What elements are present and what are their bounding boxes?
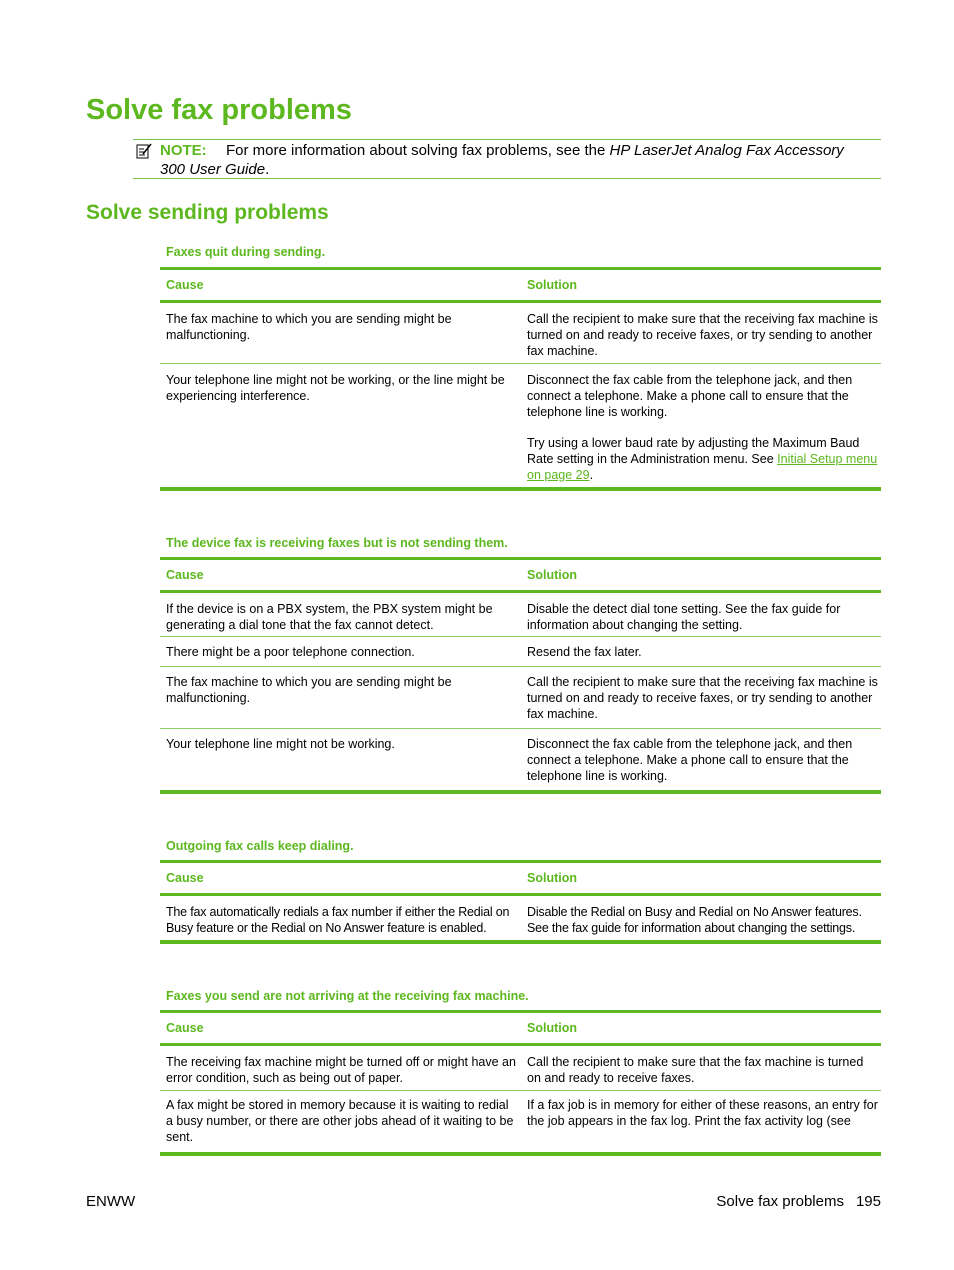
solution-paragraph bbox=[527, 435, 879, 483]
note-pencil-icon bbox=[136, 143, 152, 159]
note-text bbox=[226, 142, 844, 160]
footer-page-info bbox=[716, 1193, 881, 1211]
cause-cell: A fax might be stored in memory because it is waiting to redial a busy number, or there are other jobs ahead of it waiting to be sent. bbox=[166, 1098, 514, 1144]
section-title: Solve sending problems bbox=[86, 201, 329, 224]
note-doc-title: HP LaserJet Analog Fax Accessory bbox=[609, 142, 844, 159]
page-title: Solve fax problems bbox=[86, 94, 352, 126]
footer-locale: ENWW bbox=[86, 1193, 136, 1210]
cause-cell: If the device is on a PBX system, the PBX system might be generating a dial tone that the fax cannot detect. bbox=[166, 602, 493, 632]
solution-cell: Disable the detect dial tone setting. See the fax guide for information about changing the setting. bbox=[527, 602, 841, 632]
table-bottom-rule bbox=[160, 790, 881, 794]
table-caption: Faxes quit during sending. bbox=[166, 245, 326, 259]
solution-paragraph: Disconnect the fax cable from the telephone jack, and then connect a telephone. Make a phone call to ensure that the telephone line is working. bbox=[527, 373, 853, 419]
header-cause: Cause bbox=[166, 568, 204, 582]
note-text-continued bbox=[160, 161, 269, 179]
note-text-before: For more information about solving fax problems, see the bbox=[226, 142, 610, 159]
table-row bbox=[160, 1046, 881, 1091]
header-solution: Solution bbox=[527, 278, 577, 292]
cause-cell: The fax machine to which you are sending might be malfunctioning. bbox=[166, 675, 452, 705]
table-bottom-rule bbox=[160, 1152, 881, 1156]
table-header bbox=[160, 1010, 881, 1046]
table-row bbox=[160, 364, 881, 486]
table-caption: The device fax is receiving faxes but is not sending them. bbox=[166, 536, 508, 550]
table-caption: Outgoing fax calls keep dialing. bbox=[166, 839, 354, 853]
table-row bbox=[160, 637, 881, 667]
table-row bbox=[160, 1091, 881, 1151]
table-bottom-rule bbox=[160, 487, 881, 491]
table-row bbox=[160, 667, 881, 729]
solution-cell: Resend the fax later. bbox=[527, 645, 642, 659]
table-row bbox=[160, 303, 881, 364]
header-cause: Cause bbox=[166, 278, 204, 292]
table-row bbox=[160, 896, 881, 939]
cause-cell: There might be a poor telephone connection. bbox=[166, 645, 415, 659]
solution-cell: Disable the Redial on Busy and Redial on No Answer features. See the fax guide for information about changing the settings. bbox=[527, 905, 862, 935]
table-bottom-rule bbox=[160, 940, 881, 944]
note-box bbox=[133, 139, 881, 179]
cause-cell: Your telephone line might not be working, or the line might be experiencing interference. bbox=[166, 373, 505, 403]
note-doc-title-end: 300 User Guide bbox=[160, 161, 266, 178]
note-text-after: . bbox=[265, 161, 270, 178]
header-solution: Solution bbox=[527, 568, 577, 582]
solution-cell: Call the recipient to make sure that the receiving fax machine is turned on and ready to receive faxes, or try sending to another fax machine. bbox=[527, 312, 878, 358]
note-label: NOTE: bbox=[160, 142, 207, 159]
cause-cell: The fax machine to which you are sending might be malfunctioning. bbox=[166, 312, 452, 342]
solution-cell: Disconnect the fax cable from the telephone jack, and then connect a telephone. Make a phone call to ensure that the telephone line is working. bbox=[527, 737, 853, 783]
cause-cell: The receiving fax machine might be turned off or might have an error condition, such as being out of paper. bbox=[166, 1055, 516, 1085]
solution-text: Try using a lower baud rate by adjusting the Maximum Baud Rate setting in the Administration menu. See bbox=[527, 436, 860, 466]
table-caption: Faxes you send are not arriving at the receiving fax machine. bbox=[166, 989, 529, 1003]
header-solution: Solution bbox=[527, 1021, 577, 1035]
footer-section: Solve fax problems bbox=[716, 1193, 844, 1210]
solution-cell: Call the recipient to make sure that the fax machine is turned on and ready to receive faxes. bbox=[527, 1055, 864, 1085]
table-header bbox=[160, 267, 881, 303]
solution-cell: If a fax job is in memory for either of these reasons, an entry for the job appears in the fax log. Print the fax activity log (see bbox=[527, 1098, 878, 1128]
header-cause: Cause bbox=[166, 871, 204, 885]
header-solution: Solution bbox=[527, 871, 577, 885]
solution-text-end: . bbox=[589, 468, 594, 482]
table-row bbox=[160, 729, 881, 789]
footer-page-number: 195 bbox=[855, 1193, 881, 1210]
cause-cell: The fax automatically redials a fax number if either the Redial on Busy feature or the Redial on No Answer feature is enabled. bbox=[166, 905, 510, 935]
solution-cell: Call the recipient to make sure that the receiving fax machine is turned on and ready to receive faxes, or try sending to another fax machine. bbox=[527, 675, 878, 721]
table-header bbox=[160, 860, 881, 896]
header-cause: Cause bbox=[166, 1021, 204, 1035]
solution-cell bbox=[527, 372, 879, 483]
table-row bbox=[160, 593, 881, 637]
table-header bbox=[160, 557, 881, 593]
initial-setup-link[interactable]: Initial Setup menu on page 29 bbox=[527, 452, 878, 482]
cause-cell: Your telephone line might not be working. bbox=[166, 737, 395, 751]
